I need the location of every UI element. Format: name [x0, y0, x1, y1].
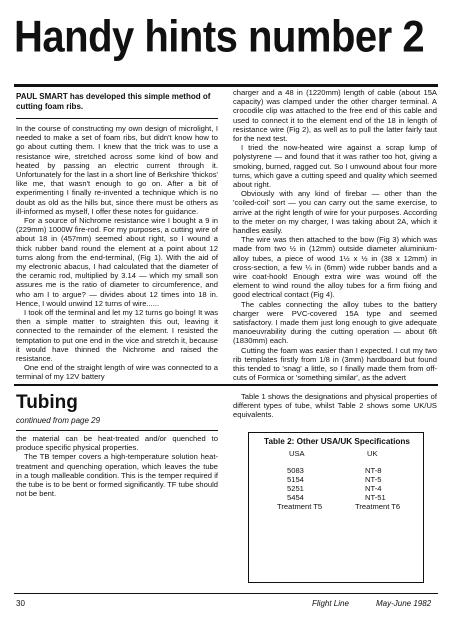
tubing-continued-note: continued from page 29 — [16, 416, 101, 425]
section-divider — [14, 384, 438, 386]
article-paragraph: For a source of Nichrome resistance wire I bought a 9 in (229mm) 1000W fire-rod. For my purposes, a cutting wire of about 18 in (457mm) seemed about right, so I wound a thick rubber band round the element at a point about 12 turns along from the end-terminal, (Fig 1). With the aid of my electronic abacus, I had calculated that the diameter of the ceramic rod, multiplied by 3.14 — which my small son assures me is the ratio of diameter to circumference, and who am I to argue? — divides about 12 times into 18 in. Hence, I would unwind 12 turns of wire...... — [16, 216, 218, 308]
spec-cell-usa: Treatment T5 — [277, 502, 323, 511]
tubing-section-title: Tubing — [16, 392, 78, 413]
spec-cell-uk: NT-8 — [365, 466, 382, 475]
spec-table — [248, 432, 424, 583]
footer-rule — [14, 593, 438, 594]
spec-cell-usa: 5454 — [287, 493, 304, 502]
spec-cell-uk: NT-4 — [365, 484, 382, 493]
headline: Handy hints number 2 — [14, 12, 425, 62]
table-intro-column — [233, 392, 437, 420]
issue-date: May-June 1982 — [376, 599, 432, 608]
article-paragraph: I tried the now-heated wire against a scrap lump of polystyrene — and found that it was rather too hot, giving a smoking, burned, ragged cut. So I unwound about four more turns, which gave a cutting speed and quality which seemed about right. — [233, 143, 437, 190]
spec-cell-usa: 5083 — [287, 466, 304, 475]
article-column-right — [233, 88, 437, 383]
spec-table-title: Table 2: Other USA/UK Specifications — [264, 437, 410, 446]
spec-table-row — [249, 502, 425, 511]
spec-table-row — [249, 493, 425, 502]
spec-table-row — [249, 475, 425, 484]
article-paragraph: Cutting the foam was easier than I expected. I cut my two rib templates firstly from 1/8 in (3mm) hardboard but found this tended to 'snag' a little, so I finally made them from off-cuts of Formica or 'something similar', as the advert — [233, 345, 437, 383]
article-column-left — [16, 124, 218, 382]
page-number: 30 — [16, 599, 25, 608]
spec-header-usa: USA — [289, 449, 305, 458]
article-paragraph: The wire was then attached to the bow (Fig 3) which was made from two ½ in (12mm) outside diameter aluminium-alloy tubes, a piece of wood 1½ x ½ in (38 x 12mm) in cross-section, a few ¼ in (6mm) wide rubber bands and a wire coat-hook! Enough extra wire was wound off the element to wind round the alloy tubes for a firm fixing and good electrical contact (Fig 4). — [233, 235, 437, 300]
spec-cell-uk: Treatment T6 — [355, 502, 401, 511]
spec-cell-usa: 5154 — [287, 475, 304, 484]
spec-cell-uk: NT-5 — [365, 475, 382, 484]
article-paragraph: The cables connecting the alloy tubes to the battery charger were PVC-covered 15A type and seemed satisfactory. I made them just long enough to give adequate manoeuvrability during the cutting operation — about 6ft (1830mm) each. — [233, 299, 437, 346]
publication-name: Flight Line — [312, 599, 349, 608]
tubing-rule — [16, 430, 218, 431]
spec-cell-uk: NT-51 — [365, 493, 386, 502]
article-paragraph: charger and a 48 in (1220mm) length of cable (about 15A capacity) was clamped under the other charger terminal. A crocodile clip was attached to the free end of this cable and used to connect it to the element end of the 18 in length of resistance wire (Fig 2), as well as to pull the latter fairly taut for the next test. — [233, 88, 437, 144]
tubing-paragraph: The TB temper covers a high-temperature solution heat-treatment and quenching operation, which leaves the tube in a tough malleable condition. This is the temper required if the tube is to be bent or formed significantly. TF tube should not be bent. — [16, 452, 218, 499]
tubing-column — [16, 434, 218, 498]
spec-table-row — [249, 466, 425, 475]
article-paragraph: Obviously with any kind of firebar — other than the 'coiled-coil' sort — you can carry out the same exercise, to arrive at the right length of wire for your purposes. According to the meter on my charger, I was taking about 2A, which it handles easily. — [233, 189, 437, 236]
spec-table-row — [249, 484, 425, 493]
headline-rule — [14, 84, 438, 87]
spec-cell-usa: 5251 — [287, 484, 304, 493]
article-paragraph: One end of the straight length of wire was connected to a terminal of my 12V battery — [16, 363, 218, 382]
article-paragraph: In the course of constructing my own design of microlight, I needed to make a set of foam ribs, but didn't know how to go about cutting them. I knew that the trick was to use a resistance wire, stretched across some kind of bow and heated by passing an electric current through it. Unfortunately for the last in a short line of Berkshire 'thickos' like me, that wasn't enough to go on. After a bit of experimenting I finally re-invented a technique which is no doubt as old as the hills but, since there must be others as ill-informed as myself, I offer these notes for guidance. — [16, 124, 218, 216]
article-paragraph: I took off the terminal and let my 12 turns go boing! It was then a simple matter to straighten this out, leaving it connected to the remainder of the element. I resisted the temptation to put one end in the vice and stretch it, because it would have thinned the Nichrome and raised the resistance. — [16, 308, 218, 364]
spec-header-uk: UK — [367, 449, 378, 458]
table-intro-paragraph: Table 1 shows the designations and physical properties of different types of tube, whilst Table 2 shows some UK/US equivalents. — [233, 392, 437, 420]
standfirst-rule — [16, 118, 218, 119]
standfirst: PAUL SMART has developed this simple method of cutting foam ribs. — [16, 92, 211, 111]
tubing-paragraph: the material can be heat-treated and/or quenched to produce specific physical properties. — [16, 434, 218, 453]
